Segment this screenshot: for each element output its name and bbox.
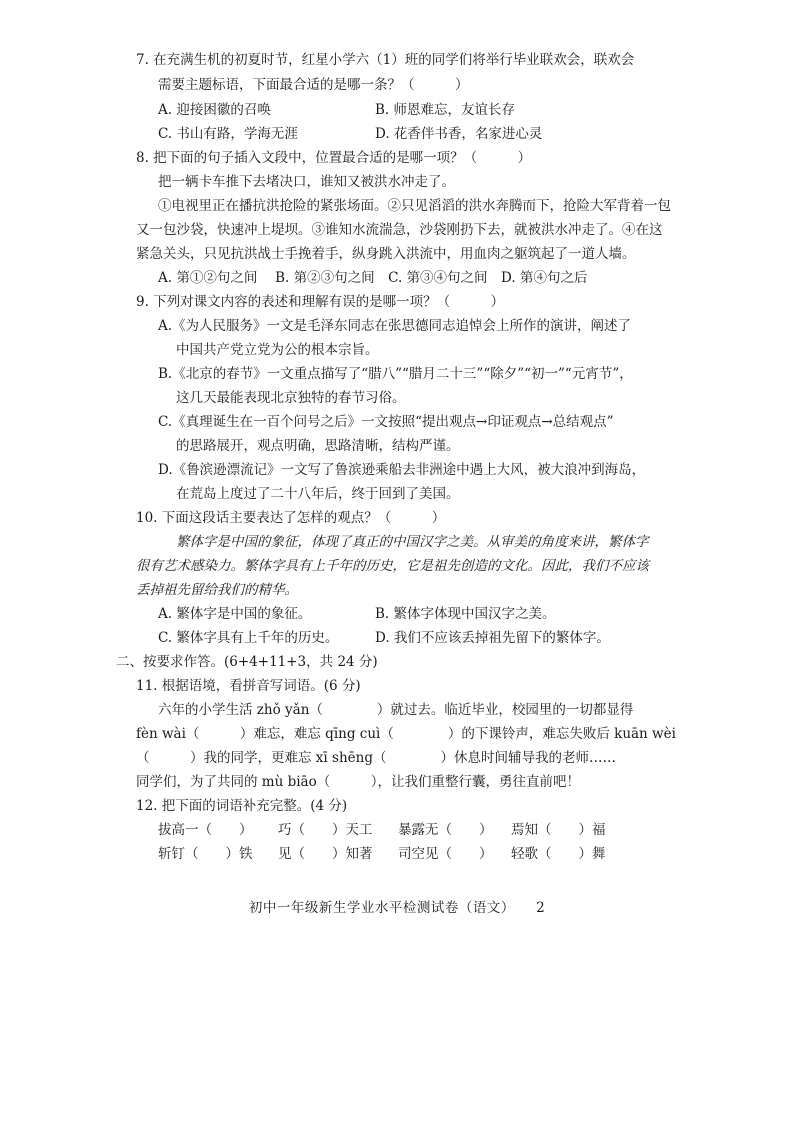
q12-item: 轻歌（ ）舞 (511, 846, 606, 862)
q11-stem: 11. 根据语境，看拼音写词语。(6 分) (136, 678, 361, 694)
q9-option-d-line1: D.《鲁滨逊漂流记》一文写了鲁滨逊乘船去非洲途中遇上大风，被大浪冲到海岛， (158, 462, 646, 478)
q12-item: 拔高一（ ） (158, 822, 253, 838)
q10-passage-line2: 很有艺术感染力。繁体字具有上千年的历史，它是祖先创造的文化。因此，我们不应该 (136, 558, 649, 574)
q7-option-b: B. 师恩难忘，友谊长存 (375, 102, 516, 118)
q12-item: 暴露无（ ） (398, 822, 493, 838)
q11-line1: 六年的小学生活 zhǒ yǎn（ ）就过去。临近毕业，校园里的一切都显得 (158, 702, 634, 718)
q8-stem: 8. 把下面的句子插入文段中，位置最合适的是哪一项？（ ） (136, 150, 532, 166)
q9-option-c-line2: 的思路展开，观点明确，思路清晰，结构严谨。 (176, 438, 460, 454)
q7-option-a: A. 迎接困徽的召唤 (158, 102, 271, 118)
q10-passage-line3: 丢掉祖先留给我们的精华。 (136, 582, 298, 598)
q7-stem-line2: 需要主题标语，下面最合适的是哪一条？（ ） (158, 77, 469, 93)
section-2-title: 二、按要求作答。(6+4+11+3，共 24 分) (116, 654, 378, 670)
q11-line3: （ ）我的同学，更难忘 xī shēng（ ）休息时间辅导我的老师…… (136, 750, 616, 766)
q11-line2: fèn wài（ ）难忘，难忘 qīng cuì（ ）的下课铃声，难忘失败后 kuān wèi (136, 726, 676, 742)
q9-option-b-line1: B.《北京的春节》一文重点描写了“腊八”“腊月二十三”“除夕”“初一”“元宵节”， (158, 366, 633, 382)
q9-option-c-line1: C.《真理诞生在一百个问号之后》一文按照“提出观点→印证观点→总结观点” (158, 414, 614, 430)
q12-stem: 12. 把下面的词语补充完整。(4 分) (136, 798, 348, 814)
q8-passage-line2: 又一包沙袋，快速冲上堤坝。③谁知水流湍急，沙袋刚扔下去，就被洪水冲走了。④在这 (136, 222, 663, 238)
q12-item: 司空见（ ） (398, 846, 493, 862)
q12-item: 见（ ）知著 (278, 846, 373, 862)
q9-option-a-line2: 中国共产党立党为公的根本宗旨。 (176, 342, 379, 358)
q7-stem-line1: 7. 在充满生机的初夏时节，红星小学六（1）班的同学们将举行毕业联欢会，联欢会 (136, 52, 635, 68)
q9-stem: 9. 下列对课文内容的表述和理解有误的是哪一项？（ ） (136, 294, 505, 310)
q10-passage-line1: 繁体字是中国的象征，体现了真正的中国汉字之美。从审美的角度来讲，繁体字 (176, 534, 649, 550)
q9-option-d-line2: 在荒岛上度过了二十八年后，终于回到了美国。 (176, 486, 460, 502)
q12-item: 焉知（ ）福 (511, 822, 606, 838)
q7-option-d: D. 花香伴书香，名家进心灵 (375, 126, 543, 142)
q11-line4: 同学们，为了共同的 mù biāo（ ），让我们重整行囊，勇往直前吧！ (136, 774, 580, 790)
q10-option-d: D. 我们不应该丢掉祖先留下的繁体字。 (375, 630, 610, 646)
q8-passage-line1: ①电视里正在播抗洪抢险的紧张场面。②只见滔滔的洪水奔腾而下，抢险大军背着一包 (158, 198, 671, 214)
q8-insert-sentence: 把一辆卡车推下去堵决口，谁知又被洪水冲走了。 (158, 174, 455, 190)
q12-item: 斩钉（ ）铁 (158, 846, 253, 862)
page-footer: 初中一年级新生学业水平检测试卷（语文） 2 (248, 900, 546, 916)
q9-option-b-line2: 这几天最能表现北京独特的春节习俗。 (176, 390, 406, 406)
q10-stem: 10. 下面这段话主要表达了怎样的观点？（ ） (136, 510, 446, 526)
q8-options: A. 第①②句之间 B. 第②③句之间 C. 第③④句之间 D. 第④句之后 (158, 270, 588, 286)
q10-option-a: A. 繁体字是中国的象征。 (158, 606, 312, 622)
q10-option-b: B. 繁体字体现中国汉字之美。 (375, 606, 556, 622)
q8-passage-line3: 紧急关头，只见抗洪战士手挽着手，纵身跳入洪流中，用血肉之躯筑起了一道人墙。 (136, 246, 636, 262)
q10-option-c: C. 繁体字具有上千年的历史。 (158, 630, 339, 646)
q12-item: 巧（ ）天工 (278, 822, 373, 838)
q9-option-a-line1: A.《为人民服务》一文是毛泽东同志在张思德同志追悼会上所作的演讲，阐述了 (158, 318, 632, 334)
q7-option-c: C. 书山有路，学海无涯 (158, 126, 298, 142)
